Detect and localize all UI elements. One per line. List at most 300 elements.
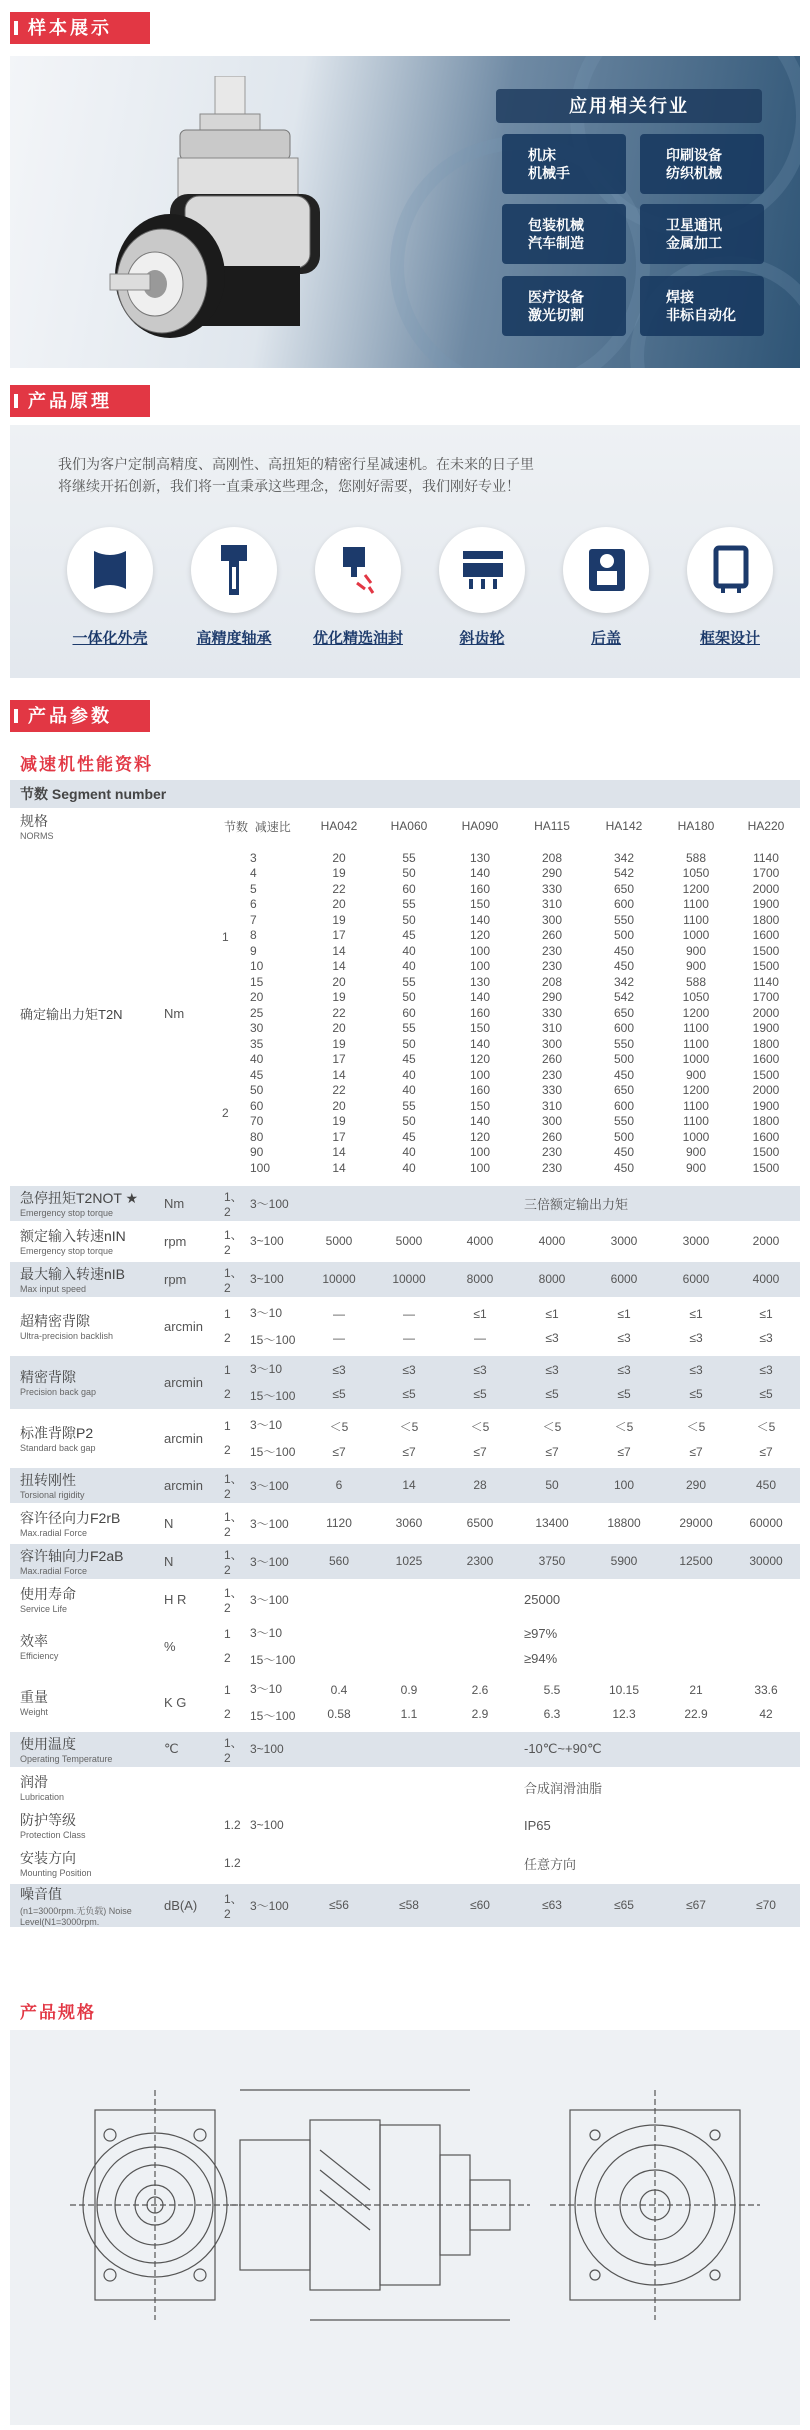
torque-value: 19 (332, 1036, 346, 1051)
torque-value: 50 (402, 866, 416, 880)
param-stage: 1、2 (224, 1509, 243, 1539)
param-ratio: 3～10 15～100 (250, 1306, 296, 1347)
param-ratio: 3～100 (250, 1516, 289, 1531)
industry-item-2[interactable]: 印刷设备 纺织机械 (640, 134, 764, 194)
param-name: 最大输入转速nIB Max input speed (20, 1266, 126, 1294)
param-value: ≤3 ≤5 (617, 1363, 631, 1401)
param-value: 10.15 12.3 (608, 1683, 640, 1721)
param-value: 3000 (610, 1234, 638, 1248)
torque-value: 17 (332, 1052, 346, 1066)
torque-value: 160 (469, 1083, 491, 1097)
norms-label: 规格 NORMS (20, 813, 54, 841)
torque-value: 260 (541, 1052, 563, 1066)
torque-column (516, 844, 588, 1184)
torque-value: 230 (541, 943, 563, 958)
param-value: ≤67 (686, 1898, 706, 1912)
param-row (10, 1222, 800, 1260)
param-unit (162, 1806, 222, 1844)
torque-value: 650 (613, 881, 635, 896)
torque-value: 230 (541, 1145, 563, 1159)
torque-value: 140 (469, 866, 491, 880)
ratio-value: 100 (250, 1160, 271, 1175)
param-value: 5.5 6.3 (543, 1683, 561, 1721)
param-ratio: 3～100 (250, 1196, 289, 1211)
param-unit: ℃ (164, 1741, 179, 1756)
torque-value: 900 (685, 1160, 707, 1175)
torque-value: 230 (541, 959, 563, 973)
ratio-value: 50 (250, 1083, 264, 1097)
param-value: 6000 (682, 1272, 710, 1286)
param-stage: 1 2 (224, 1307, 231, 1345)
industry-item-1[interactable]: 机床 机械手 (502, 134, 626, 194)
param-value: 2300 (466, 1554, 494, 1568)
torque-value: 1200 (682, 1005, 710, 1020)
torque-label: 确定输出力矩T2N (20, 1006, 123, 1022)
segment-header: 节数 Segment number (20, 786, 167, 802)
param-value: 6500 (466, 1516, 494, 1530)
torque-value: 600 (613, 897, 635, 911)
torque-value: 17 (332, 1129, 346, 1144)
ratio-value: 3 (250, 850, 257, 865)
param-value: 50 (545, 1478, 559, 1492)
param-name: 使用温度 Operating Temperature (20, 1736, 113, 1764)
param-stage: 1、2 (224, 1891, 243, 1921)
param-unit: N (164, 1553, 174, 1569)
feature-frame[interactable]: 框架设计 (670, 527, 790, 648)
ratio-column (248, 844, 304, 1184)
torque-value: 1100 (683, 1021, 709, 1035)
param-stage: 1 2 (224, 1627, 231, 1665)
torque-value: 19 (332, 990, 346, 1004)
ratio-value: 25 (250, 1005, 264, 1020)
header-ha090: HA090 (461, 819, 499, 833)
param-row (10, 1844, 800, 1882)
param-value: ＜5 ≤7 (686, 1419, 706, 1459)
param-value: 28 (473, 1478, 487, 1492)
param-row (10, 1768, 800, 1806)
torque-value: 300 (541, 912, 563, 927)
param-value: 21 22.9 (684, 1683, 708, 1721)
param-name: 容许轴向力F2aB Max.radial Force (20, 1548, 124, 1576)
header-ha042: HA042 (320, 819, 358, 833)
param-unit (162, 1768, 222, 1806)
torque-value: 1700 (752, 990, 780, 1004)
torque-value: 500 (613, 1052, 635, 1066)
param-name: 急停扭矩T2NOT ★ Emergency stop torque (20, 1190, 139, 1218)
param-unit: % (164, 1638, 176, 1654)
param-value: 6 (335, 1478, 343, 1492)
feature-bearing[interactable]: 高精度轴承 (174, 527, 294, 648)
torque-value: 900 (685, 943, 707, 958)
param-name: 额定输入转速nIN Emergency stop torque (20, 1228, 126, 1256)
section-title-samples: 样本展示 (10, 12, 150, 44)
gearbox-image (100, 76, 430, 366)
torque-column (444, 844, 516, 1184)
torque-value: 100 (469, 959, 491, 973)
torque-value: 600 (613, 1098, 635, 1113)
param-unit: N (164, 1515, 174, 1531)
ratio-value: 90 (250, 1145, 264, 1159)
torque-value: 1050 (682, 990, 710, 1004)
torque-value: 50 (402, 990, 416, 1004)
param-value: 0.4 0.58 (327, 1683, 351, 1721)
param-value: ≤65 (614, 1898, 634, 1912)
torque-value: 14 (332, 943, 346, 958)
feature-back-cover[interactable]: 后盖 (546, 527, 666, 648)
torque-value: 55 (402, 897, 416, 911)
torque-value: 20 (332, 850, 346, 865)
param-value: 4000 (752, 1272, 780, 1286)
ratio-value: 35 (250, 1036, 264, 1051)
torque-column (304, 844, 374, 1184)
torque-value: 45 (402, 1129, 416, 1144)
ratio-value: 6 (250, 897, 257, 911)
feature-helical-gear[interactable]: 斜齿轮 (422, 527, 542, 648)
param-ratio: 3~100 (250, 1234, 284, 1248)
torque-value: 55 (402, 1098, 416, 1113)
ratio-value: 30 (250, 1021, 264, 1035)
torque-value: 900 (685, 959, 707, 973)
torque-value: 140 (469, 1036, 491, 1051)
torque-value: 1200 (682, 1083, 710, 1097)
param-value: 18800 (607, 1516, 641, 1530)
param-value: 25000 (524, 1591, 561, 1607)
header-ha060: HA060 (390, 819, 428, 833)
param-value: 1120 (326, 1516, 352, 1530)
industry-item-4[interactable]: 卫星通讯 金属加工 (640, 204, 764, 264)
torque-value: 542 (613, 990, 635, 1004)
param-row (10, 1806, 800, 1844)
dimension-drawing (10, 2030, 800, 2425)
param-stage: 1、2 (224, 1471, 243, 1501)
torque-value: 1600 (752, 1129, 780, 1144)
torque-value: 1500 (752, 1067, 780, 1082)
param-value: 4000 (538, 1234, 566, 1248)
param-unit: arcmin (164, 1430, 204, 1446)
torque-value: 1900 (752, 1021, 780, 1035)
principle-panel (10, 425, 800, 678)
torque-value: 1500 (752, 1160, 780, 1175)
product-banner (10, 56, 800, 368)
bearing-icon (219, 543, 249, 597)
torque-value: 40 (402, 1083, 416, 1097)
ratio-value: 60 (250, 1098, 264, 1113)
param-value: 5900 (610, 1554, 638, 1568)
param-name: 扭转刚性 Torsional rigidity (20, 1472, 85, 1500)
param-value: ≤1 — (473, 1307, 487, 1345)
param-ratio: 3～100 (250, 1898, 289, 1913)
torque-value: 588 (685, 974, 707, 989)
param-value: 6000 (610, 1272, 638, 1286)
feature-housing[interactable]: 一体化外壳 (50, 527, 170, 648)
torque-value: 260 (541, 928, 563, 942)
torque-value: 150 (469, 1021, 491, 1035)
torque-unit: Nm (164, 1005, 185, 1021)
param-value: 10000 (322, 1272, 356, 1286)
ratio-value: 80 (250, 1129, 264, 1144)
torque-value: 1800 (752, 912, 780, 927)
torque-value: 20 (332, 974, 346, 989)
param-value: ≤63 (542, 1898, 562, 1912)
torque-value: 1900 (752, 1098, 780, 1113)
torque-value: 208 (541, 974, 563, 989)
torque-value: 1000 (682, 928, 710, 942)
param-unit: dB(A) (164, 1897, 198, 1913)
torque-value: 310 (541, 1098, 563, 1113)
torque-value: 150 (469, 1098, 491, 1113)
param-value: 60000 (749, 1516, 783, 1530)
param-value: — — (333, 1307, 345, 1345)
torque-value: 650 (613, 1005, 635, 1020)
torque-value: 22 (332, 1005, 346, 1020)
param-value: 3060 (395, 1516, 423, 1530)
ratio-value: 45 (250, 1067, 264, 1082)
torque-value: 450 (613, 1145, 635, 1159)
ratio-value: 15 (250, 974, 264, 989)
torque-value: 14 (332, 1160, 346, 1175)
torque-value: 50 (402, 1114, 416, 1128)
param-value: ≤3 ≤5 (402, 1363, 416, 1401)
ratio-value: 4 (250, 866, 257, 880)
param-value: 2.6 2.9 (471, 1683, 489, 1721)
param-row (10, 1410, 800, 1466)
torque-value: 20 (332, 1021, 346, 1035)
performance-subtitle: 减速机性能资料 (20, 755, 153, 774)
param-name: 容许径向力F2rB Max.radial Force (20, 1510, 121, 1538)
torque-value: 22 (332, 1083, 346, 1097)
torque-value: 1800 (752, 1114, 780, 1128)
param-stage: 1、2 (224, 1227, 243, 1257)
torque-value: 60 (402, 881, 416, 896)
param-value: 5000 (325, 1234, 353, 1248)
industry-item-3[interactable]: 包装机械 汽车制造 (502, 204, 626, 264)
torque-value: 40 (402, 943, 416, 958)
param-name: 润滑 Lubrication (20, 1774, 65, 1802)
torque-value: 450 (613, 1160, 635, 1175)
torque-value: 330 (541, 881, 563, 896)
torque-value: 300 (541, 1114, 563, 1128)
param-unit: Nm (164, 1195, 185, 1211)
torque-value: 1100 (683, 1098, 709, 1113)
torque-value: 2000 (752, 1005, 780, 1020)
industry-title: 应用相关行业 (496, 89, 762, 123)
ratio-value: 8 (250, 928, 257, 942)
torque-value: 160 (469, 1005, 491, 1020)
industry-item-5[interactable]: 医疗设备 激光切割 (502, 276, 626, 336)
section-title-principle: 产品原理 (10, 385, 150, 417)
torque-value: 130 (469, 850, 491, 865)
param-value: — — (403, 1307, 415, 1345)
torque-stage: 1 2 (222, 930, 229, 1120)
torque-value: 230 (541, 1067, 563, 1082)
param-value: ≤70 (756, 1898, 776, 1912)
param-value: 12500 (679, 1554, 713, 1568)
param-value: 560 (328, 1554, 350, 1568)
section-title-params: 产品参数 (10, 700, 150, 732)
param-value: 三倍额定输出力矩 (524, 1196, 629, 1212)
param-value: ≤56 (329, 1898, 349, 1912)
param-name: 精密背隙 Precision back gap (20, 1369, 97, 1397)
torque-value: 22 (332, 881, 346, 896)
param-value: 14 (402, 1478, 416, 1492)
param-ratio: 3～10 15～100 (250, 1682, 296, 1723)
torque-value: 550 (613, 912, 635, 927)
param-value: ≤3 ≤5 (759, 1363, 773, 1401)
param-value: ≤1 ≤3 (689, 1307, 703, 1345)
param-value: ＜5 ≤7 (614, 1419, 634, 1459)
torque-value: 20 (332, 1098, 346, 1113)
param-value: 2000 (752, 1234, 780, 1248)
torque-value: 300 (541, 1036, 563, 1051)
param-ratio: 3～100 (250, 1592, 289, 1607)
torque-value: 1200 (682, 881, 710, 896)
torque-value: 14 (332, 959, 346, 973)
param-value: ≤3 ≤5 (332, 1363, 346, 1401)
torque-value: 1100 (683, 1036, 709, 1051)
torque-value: 45 (402, 1052, 416, 1066)
param-ratio: 3～100 (250, 1478, 289, 1493)
param-unit: rpm (164, 1271, 187, 1287)
torque-value: 19 (332, 1114, 346, 1128)
param-value: ＜5 ≤7 (399, 1419, 419, 1459)
torque-value: 1500 (752, 1145, 780, 1159)
principle-text: 我们为客户定制高精度、高刚性、高扭矩的精密行星减速机。在未来的日子里 将继续开拓创新，我们将一直秉承这些理念，您刚好需要，我们刚好专业！ (58, 456, 534, 494)
param-value: 450 (755, 1478, 777, 1492)
torque-value: 542 (613, 866, 635, 880)
torque-value: 450 (613, 943, 635, 958)
param-ratio: 3～10 15～100 (250, 1418, 296, 1459)
torque-value: 40 (402, 1145, 416, 1159)
header-ha220: HA220 (747, 819, 785, 833)
param-value: -10℃~+90℃ (524, 1741, 602, 1756)
torque-value: 140 (469, 912, 491, 927)
torque-value: 19 (332, 866, 346, 880)
torque-value: 500 (613, 1129, 635, 1144)
torque-value: 330 (541, 1083, 563, 1097)
param-name: 使用寿命 Service Life (20, 1586, 76, 1614)
feature-oil-seal[interactable]: 优化精选油封 (298, 527, 418, 648)
torque-value: 55 (402, 974, 416, 989)
header-stage-ratio: 节数 减速比 (224, 819, 291, 834)
param-ratio: 3~100 (250, 1272, 284, 1286)
param-value: ＜5 ≤7 (756, 1419, 776, 1459)
param-ratio (248, 1844, 304, 1882)
torque-value: 1050 (682, 866, 710, 880)
torque-value: 230 (541, 1160, 563, 1175)
param-row (10, 1184, 800, 1222)
param-value: 4000 (466, 1234, 494, 1248)
torque-value: 310 (541, 897, 563, 911)
param-value: ≤3 ≤5 (545, 1363, 559, 1401)
param-stage: 1、2 (224, 1265, 243, 1295)
torque-value: 14 (332, 1067, 346, 1082)
param-value: ≤1 ≤3 (545, 1307, 559, 1345)
torque-value: 40 (402, 959, 416, 973)
param-stage: 1、2 (224, 1735, 243, 1765)
torque-value: 100 (469, 1067, 491, 1082)
torque-value: 19 (332, 912, 346, 927)
torque-column (588, 844, 660, 1184)
param-stage: 1.2 (224, 1856, 241, 1870)
param-value: ≤3 ≤5 (473, 1363, 487, 1401)
param-row (10, 1674, 800, 1730)
param-value: ≤1 ≤3 (759, 1307, 773, 1345)
torque-value: 100 (469, 1145, 491, 1159)
torque-value: 20 (332, 897, 346, 911)
param-stage: 1 2 (224, 1683, 231, 1721)
param-value: ≤60 (470, 1898, 490, 1912)
industry-item-6[interactable]: 焊接 非标自动化 (640, 276, 764, 336)
torque-value: 1600 (752, 928, 780, 942)
param-value: 33.6 42 (754, 1683, 778, 1721)
ratio-value: 70 (250, 1114, 264, 1128)
param-ratio: 3～10 15～100 (250, 1362, 296, 1403)
param-row (10, 1580, 800, 1618)
torque-value: 120 (469, 1052, 491, 1066)
torque-value: 900 (685, 1067, 707, 1082)
torque-column (374, 844, 444, 1184)
torque-value: 160 (469, 881, 491, 896)
torque-value: 2000 (752, 1083, 780, 1097)
torque-value: 1000 (682, 1129, 710, 1144)
technical-drawing (10, 2030, 800, 2425)
param-row (10, 1504, 800, 1542)
param-value: 13400 (535, 1516, 569, 1530)
torque-value: 140 (469, 990, 491, 1004)
ratio-value: 9 (250, 943, 257, 958)
torque-value: 14 (332, 1145, 346, 1159)
param-value: 3000 (682, 1234, 710, 1248)
param-value: 30000 (749, 1554, 783, 1568)
param-value: 1025 (395, 1554, 423, 1568)
torque-value: 55 (402, 1021, 416, 1035)
torque-value: 650 (613, 1083, 635, 1097)
param-unit: rpm (164, 1233, 187, 1249)
param-stage: 1.2 (224, 1818, 241, 1832)
param-stage: 1、2 (224, 1189, 243, 1219)
torque-value: 50 (402, 912, 416, 927)
torque-value: 500 (613, 928, 635, 942)
torque-value: 450 (613, 959, 635, 973)
param-ratio: 3～10 15～100 (250, 1626, 296, 1667)
param-row (10, 1542, 800, 1580)
frame-icon (713, 545, 749, 595)
param-value: 8000 (466, 1272, 494, 1286)
param-unit: arcmin (164, 1374, 204, 1390)
torque-value: 290 (541, 990, 563, 1004)
param-value: 5000 (395, 1234, 423, 1248)
torque-value: 60 (402, 1005, 416, 1020)
param-name: 标准背隙P2 Standard back gap (20, 1425, 96, 1453)
torque-value: 342 (613, 850, 635, 865)
torque-value: 1500 (752, 943, 780, 958)
header-ha142: HA142 (605, 819, 643, 833)
param-ratio (248, 1768, 304, 1806)
torque-column (660, 844, 732, 1184)
param-value: 8000 (538, 1272, 566, 1286)
param-ratio: 3~100 (250, 1742, 284, 1756)
torque-value: 130 (469, 974, 491, 989)
torque-value: 1100 (683, 897, 709, 911)
torque-value: 310 (541, 1021, 563, 1035)
param-value: 任意方向 (524, 1856, 577, 1872)
torque-value: 1600 (752, 1052, 780, 1066)
torque-value: 100 (469, 943, 491, 958)
param-value: ≤1 ≤3 (617, 1307, 631, 1345)
ratio-value: 20 (250, 990, 264, 1004)
param-value: ＜5 ≤7 (542, 1419, 562, 1459)
param-value: 3750 (538, 1554, 566, 1568)
